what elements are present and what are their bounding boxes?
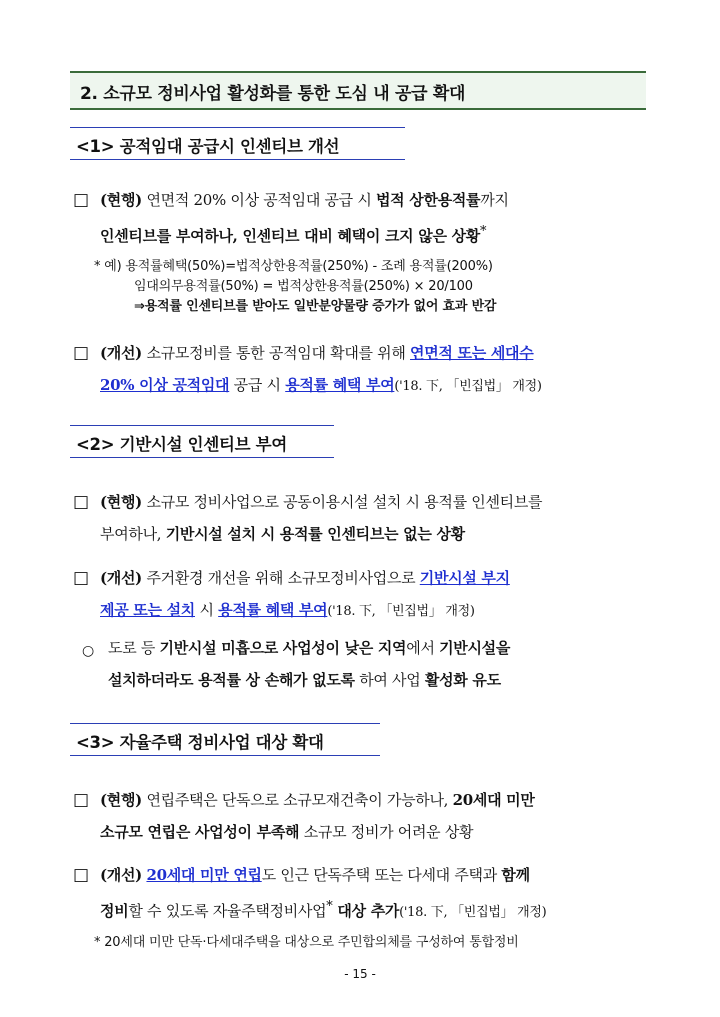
paragraph-3-1: (현행) 연립주택은 단독으로 소규모재건축이 가능하나, 20세대 미만 소규모 연립은 사업성이 부족해 소규모 정비가 어려운 상황 xyxy=(100,791,535,841)
paragraph-2-1: (현행) 소규모 정비사업으로 공동이용시설 설치 시 용적률 인센티브를 부여하나, 기반시설 설치 시 용적률 인센티브는 없는 상황 xyxy=(100,493,543,543)
section-title: 2. 소규모 정비사업 활성화를 통한 도심 내 공급 확대 xyxy=(80,84,466,104)
subheading-1 xyxy=(70,127,405,160)
paragraph-1-2: (개선) 소규모정비를 통한 공적임대 확대를 위해 연면적 또는 세대수 20% 이상 공적임대 공급 시 용적률 혜택 부여('18. 下, 「빈집법」 개정) xyxy=(100,344,542,394)
footnote-3: * 20세대 미만 단독·다세대주택을 대상으로 주민합의체를 구성하여 통합정비 xyxy=(94,935,519,950)
checkbox-bullet-icon: □ xyxy=(72,343,90,363)
subheading-1-title: <1> 공적임대 공급시 인센티브 개선 xyxy=(76,137,340,156)
subheading-2 xyxy=(70,425,334,458)
subheading-3 xyxy=(70,723,380,756)
paragraph-2-2: (개선) 주거환경 개선을 위해 소규모정비사업으로 기반시설 부지 제공 또는 설치 시 용적률 혜택 부여('18. 下, 「빈집법」 개정) xyxy=(100,569,510,619)
page-number: - 15 - xyxy=(344,967,376,981)
checkbox-bullet-icon: □ xyxy=(72,568,90,588)
checkbox-bullet-icon: □ xyxy=(72,492,90,512)
paragraph-2-3: 도로 등 기반시설 미흡으로 사업성이 낮은 지역에서 기반시설을 설치하더라도 용적률 상 손해가 없도록 하여 사업 활성화 유도 xyxy=(108,639,511,689)
footnote-1: * 예) 용적률혜택(50%)=법적상한용적률(250%) - 조례 용적률(200%) 임대의무용적률(50%) = 법적상한용적률(250%) × 20/100 ⇒용적률 인센티브를 받아도 일반분양물량 증가가 없어 효과 반감 xyxy=(94,259,497,314)
checkbox-bullet-icon: □ xyxy=(72,865,90,885)
subheading-2-title: <2> 기반시설 인센티브 부여 xyxy=(76,435,287,454)
paragraph-3-2: (개선) 20세대 미만 연립도 인근 단독주택 또는 다세대 주택과 함께 정비할 수 있도록 자율주택정비사업* 대상 추가('18. 下, 「빈집법」 개정) xyxy=(100,866,547,920)
checkbox-bullet-icon: □ xyxy=(72,790,90,810)
checkbox-bullet-icon: □ xyxy=(72,190,90,210)
subheading-3-title: <3> 자율주택 정비사업 대상 확대 xyxy=(76,733,324,752)
paragraph-1-1: (현행) 연면적 20% 이상 공적임대 공급 시 법적 상한용적률까지 인센티브를 부여하나, 인센티브 대비 혜택이 크지 않은 상황* xyxy=(100,191,509,245)
circle-bullet-icon: ○ xyxy=(82,643,95,659)
section-heading xyxy=(70,71,646,110)
